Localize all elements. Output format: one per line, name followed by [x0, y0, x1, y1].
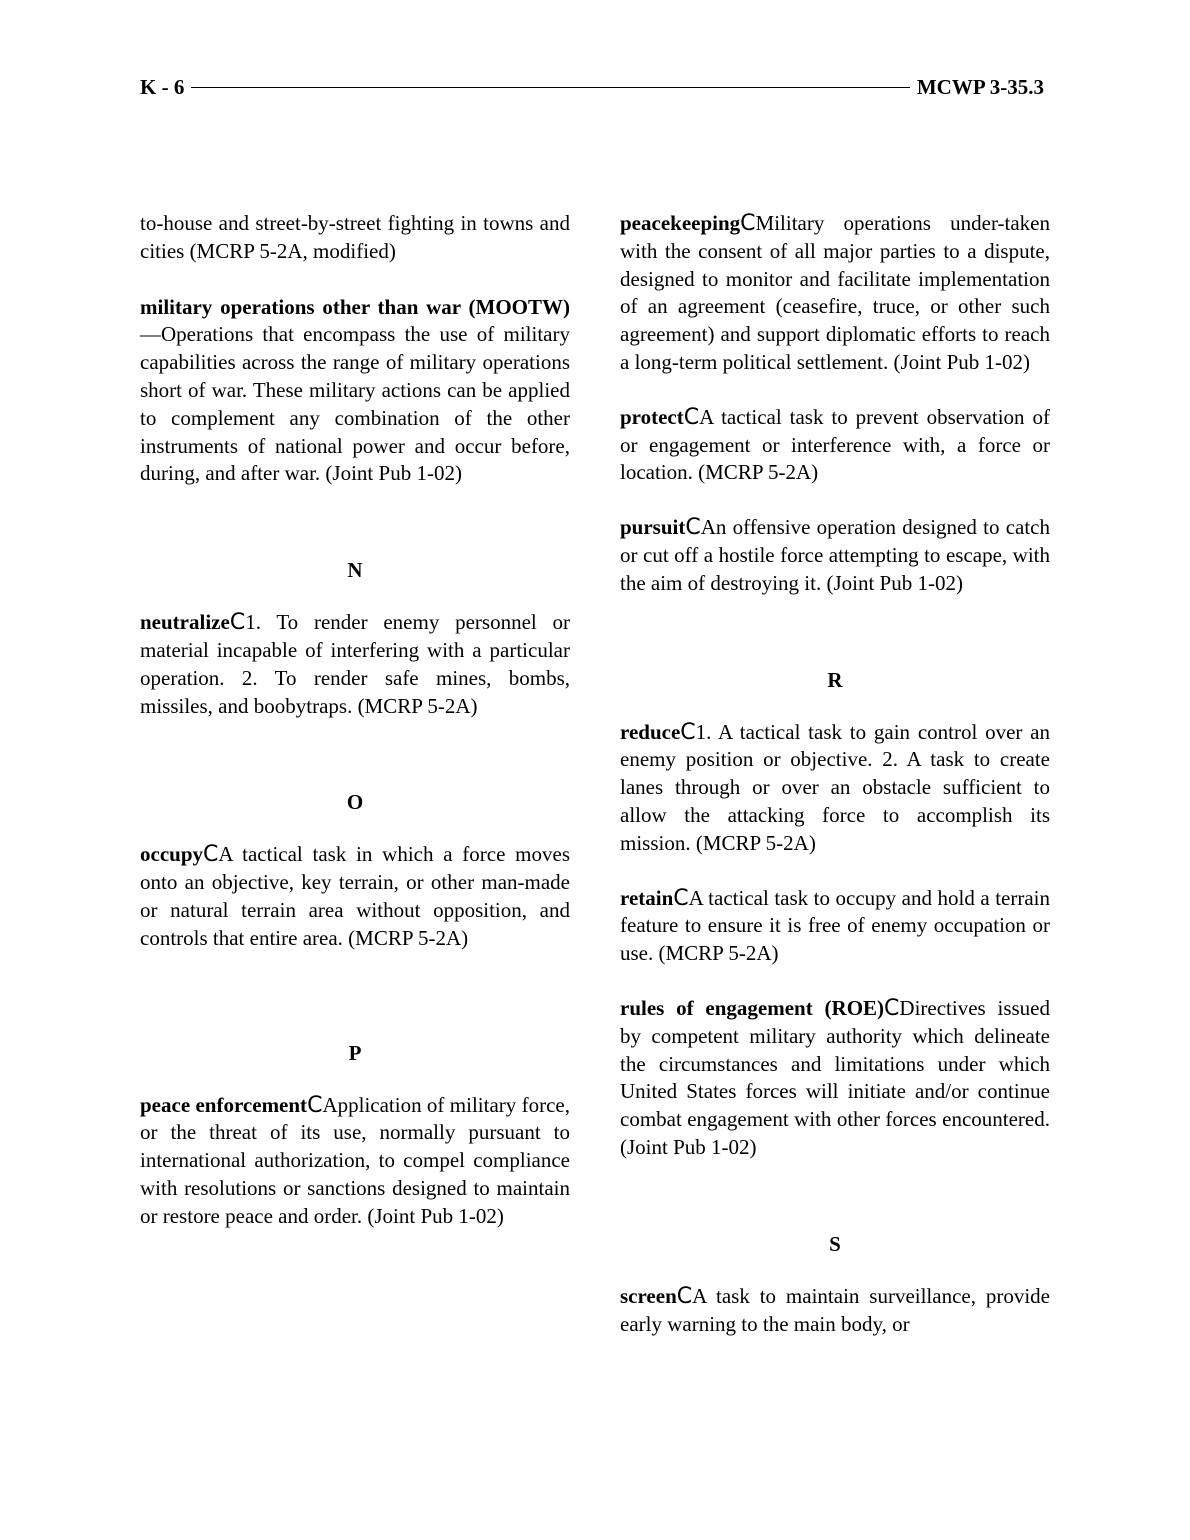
term-separator: — — [140, 322, 161, 347]
right-column — [620, 210, 1050, 1338]
glossary-term: rules of engagement (ROE) — [620, 995, 885, 1020]
glossary-term: neutralize — [140, 610, 230, 635]
term-separator: C — [307, 1092, 323, 1118]
term-separator: C — [683, 404, 700, 430]
glossary-definition: A task to maintain surveillance, provide early warning to the main body, or — [620, 1283, 1050, 1336]
left-column — [140, 210, 570, 1231]
section-letter-r: R — [827, 667, 843, 692]
section-letter-n: N — [347, 558, 363, 583]
glossary-term: reduce — [620, 719, 681, 744]
header-rule — [191, 87, 910, 88]
glossary-term: occupy — [140, 842, 203, 867]
glossary-entry-neutralize — [140, 609, 570, 720]
glossary-term: military operations other than war (MOOTW) — [140, 294, 570, 319]
publication-title: MCWP 3-35.3 — [916, 74, 1044, 99]
glossary-entry-screen — [620, 1283, 1050, 1339]
section-letter-o: O — [346, 790, 364, 815]
glossary-definition: Military operations under-taken with the consent of all major parties to a dispute, designed to monitor and facilitate implementation of an agreement (ceasefire, truce, or other such agreement) and support diplomatic efforts to reach a long-term political settlement. (Joint Pub 1-02) — [620, 211, 1050, 374]
continuation-text: to-house and street-by-street fighting in towns and cities (MCRP 5-2A, modified) — [140, 211, 570, 263]
glossary-term: pursuit — [620, 515, 686, 540]
term-separator: C — [203, 842, 219, 868]
term-separator: C — [740, 211, 756, 236]
glossary-entry-retain — [620, 885, 1050, 968]
term-separator: C — [229, 610, 246, 636]
glossary-term: protect — [620, 404, 684, 429]
glossary-definition: Application of military force, or the threat of its use, normally pursuant to international authorization, to compel compliance with resolutions or sanctions designed to maintain or restore peace and order. (Joint Pub 1-02) — [140, 1092, 570, 1228]
glossary-entry-peacekeeping — [620, 210, 1050, 377]
glossary-term: peacekeeping — [620, 211, 741, 235]
glossary-definition: Operations that encompass the use of military capabilities across the range of military operations short of war. These military actions can be applied to complement any combination of the other instruments of national power and occur before, during, and after war. (Joint Pub 1-02) — [140, 322, 570, 486]
glossary-entry-pursuit — [620, 514, 1050, 597]
glossary-definition: A tactical task to occupy and hold a terrain feature to ensure it is free of enemy occupation or use. (MCRP 5-2A) — [620, 885, 1050, 966]
term-separator: C — [685, 515, 701, 541]
term-separator: C — [676, 1283, 693, 1309]
glossary-definition: Directives issued by competent military authority which delineate the circumstances and limitations under which United States forces will initiate and/or continue combat engagement with other forces encountered. (Joint Pub 1-02) — [620, 995, 1051, 1159]
section-letter-p: P — [348, 1040, 362, 1065]
glossary-term: peace enforcement — [140, 1092, 308, 1117]
glossary-term: retain — [620, 885, 674, 910]
term-separator: C — [680, 719, 696, 745]
glossary-entry-protect — [620, 404, 1050, 487]
glossary-definition: 1. A tactical task to gain control over an enemy position or objective. 2. A task to create lanes through or over an obstacle sufficient to allow the attacking force to accomplish its mission. (MCRP 5-2A) — [620, 719, 1050, 855]
glossary-entry-peace-enforcement — [140, 1092, 570, 1231]
page-header — [140, 70, 1044, 104]
page-number: K - 6 — [140, 74, 185, 99]
glossary-definition: A tactical task in which a force moves onto an objective, key terrain, or other man-made or natural terrain area without opposition, and controls that entire area. (MCRP 5-2A) — [140, 842, 570, 950]
term-separator: C — [884, 995, 900, 1021]
glossary-entry-mootw — [140, 294, 570, 489]
term-separator: C — [673, 885, 689, 911]
glossary-entry-roe — [620, 995, 1050, 1162]
glossary-definition: A tactical task to prevent observation of or engagement or interference with, a force or location. (MCRP 5-2A) — [620, 404, 1050, 485]
glossary-entry-reduce — [620, 719, 1050, 858]
section-letter-s: S — [829, 1231, 841, 1256]
glossary-term: screen — [620, 1283, 677, 1308]
glossary-definition: 1. To render enemy personnel or material incapable of interfering with a particular operation. 2. To render safe mines, bombs, missiles, and boobytraps. (MCRP 5-2A) — [140, 610, 570, 718]
glossary-definition: An offensive operation designed to catch or cut off a hostile force attempting to escape, with the aim of destroying it. (Joint Pub 1-02) — [620, 515, 1050, 595]
glossary-entry-occupy — [140, 841, 570, 952]
